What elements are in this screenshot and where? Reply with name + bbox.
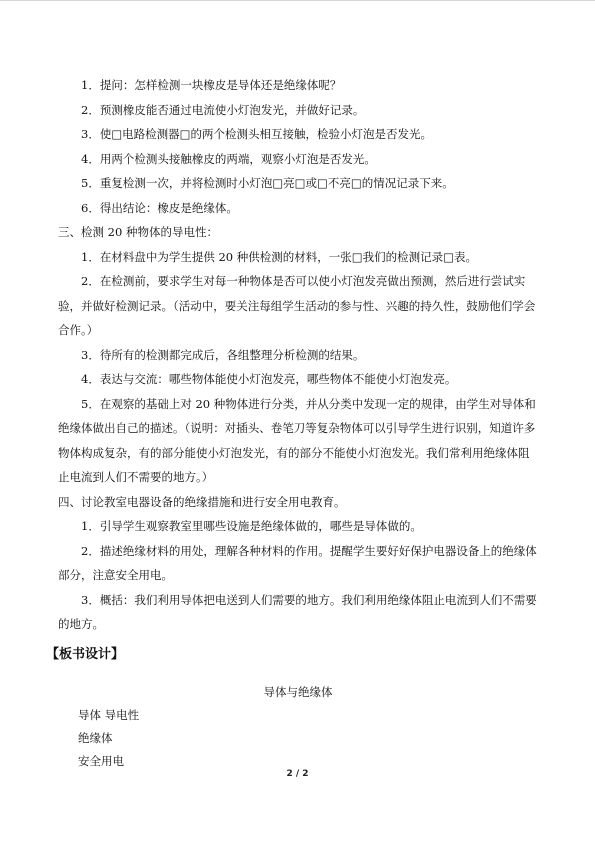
step-c1: 1．引导学生观察教室里哪些设施是绝缘体做的，哪些是导体做的。: [81, 519, 422, 533]
step-a3: 3．使□电路检测器□的两个检测头相互接触，检验小灯泡是否发光。: [81, 127, 433, 141]
board-line-conductor: 导体 导电性: [78, 708, 140, 722]
step-a6: 6．得出结论：橡皮是绝缘体。: [81, 200, 238, 215]
step-c2: 2．描述绝缘材料的用处，理解各种材料的作用。提醒学生要好好保护电器设备上的绝缘体部分，注意安全用电。: [58, 543, 537, 582]
board-line-safety: 安全用电: [78, 754, 124, 768]
section-4-heading: 四、讨论教室电器设备的绝缘措施和进行安全用电教育。: [58, 494, 346, 509]
document-body: [46, 73, 538, 773]
step-b2: 2．在检测前，要求学生对每一种物体是否可以使小灯泡发亮做出预测，然后进行尝试实验，并做好检测记录。（活动中，要关注每组学生活动的参与性、兴趣的持久性，鼓励他们学会合作。）: [58, 274, 536, 337]
board-design-heading: 【板书设计】: [46, 646, 125, 662]
board-line-insulator: 绝缘体: [78, 731, 113, 745]
step-b5: 5．在观察的基础上对 20 种物体进行分类，并从分类中发现一定的规律，由学生对导体和绝缘体做出自己的描述。（说明：对插头、卷笔刀等复杂物体可以引导学生进行识别，知道许多物体构成复杂，有的部分能使小灯泡发光，有的部分不能使小灯泡发光。我们常利用绝缘体阻止电流到人们不需要的地方。）: [58, 396, 536, 484]
board-title: 导体与绝缘体: [263, 684, 333, 699]
step-b4: 4．表达与交流：哪些物体能使小灯泡发亮，哪些物体不能使小灯泡发亮。: [81, 372, 457, 386]
top-rule: [0, 0, 595, 1]
step-b1: 1．在材料盘中为学生提供 20 种供检测的材料，一张□我们的检测记录□表。: [81, 249, 477, 264]
step-a4: 4．用两个检测头接触橡皮的两端，观察小灯泡是否发光。: [81, 151, 376, 166]
step-a5: 5．重复检测一次，并将检测时小灯泡□亮□或□不亮□的情况记录下来。: [81, 176, 454, 190]
step-a1: 1．提问：怎样检测一块橡皮是导体还是绝缘体呢？: [81, 78, 342, 92]
section-3-heading: 三、检测 20 种物体的导电性：: [58, 225, 218, 239]
step-a2: 2．预测橡皮能否通过电流使小灯泡发光，并做好记录。: [81, 102, 365, 117]
step-b3: 3．待所有的检测都完成后，各组整理分析检测的结果。: [81, 347, 365, 362]
page-number: 2 / 2: [286, 769, 309, 779]
step-c3: 3．概括：我们利用导体把电送到人们需要的地方。我们利用绝缘体阻止电流到人们不需要的地方。: [58, 592, 537, 631]
